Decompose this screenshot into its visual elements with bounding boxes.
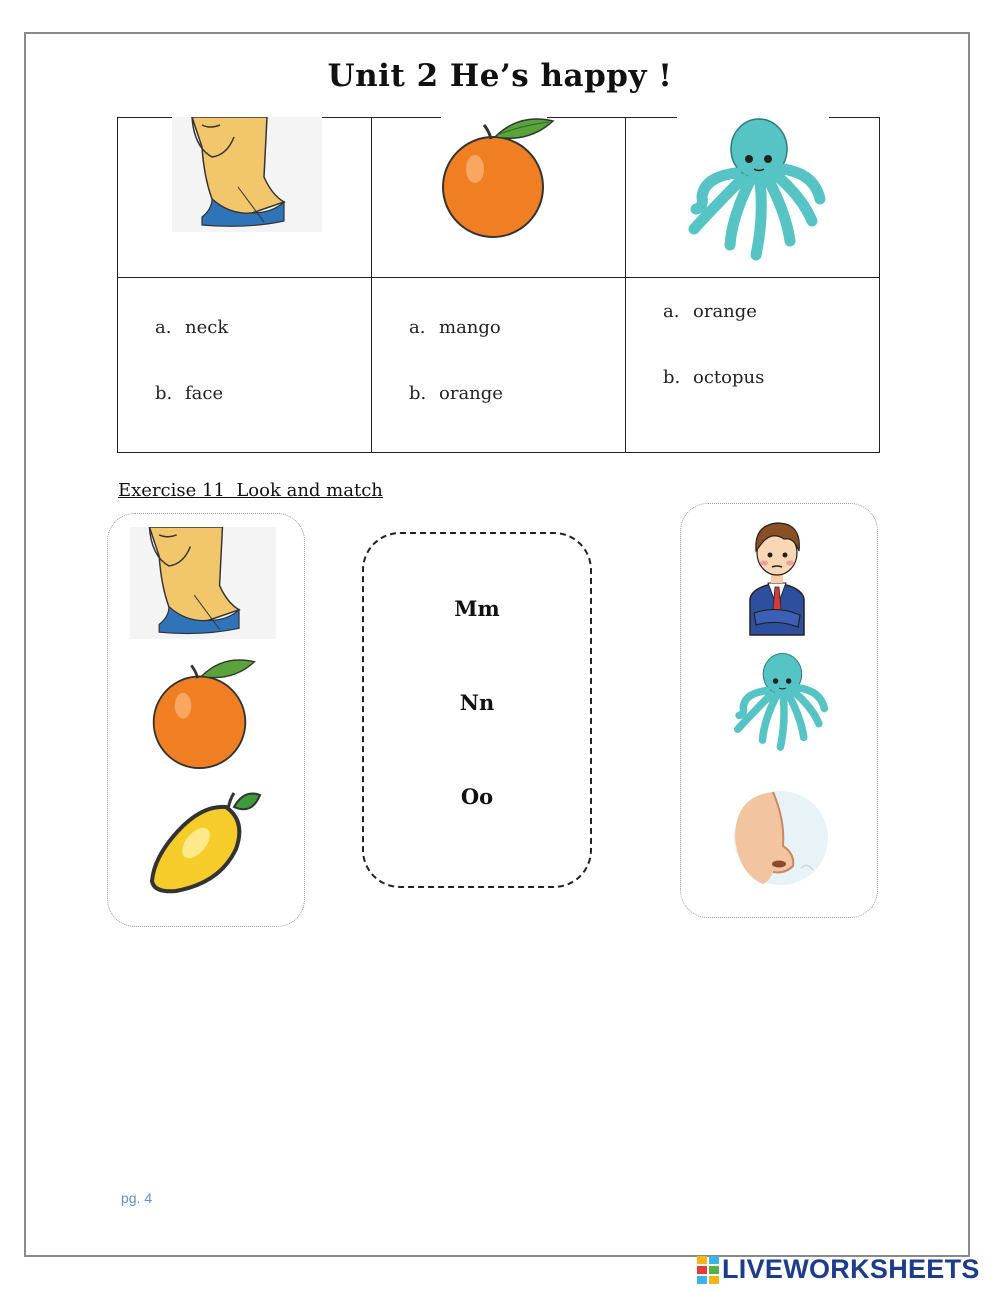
- exercise-heading: Exercise 11 Look and match: [118, 480, 383, 501]
- page-number: pg. 4: [121, 1190, 153, 1206]
- option-word: octopus: [693, 367, 765, 388]
- table-row-divider: [117, 277, 880, 278]
- orange-picture: [439, 117, 559, 239]
- letters-box: [362, 532, 592, 888]
- octopus-picture: [674, 117, 834, 262]
- option-letter: a.: [155, 317, 172, 338]
- option-letter: b.: [409, 383, 427, 404]
- brand-name: LIVEWORKSHEETS: [722, 1254, 980, 1284]
- orange-picture[interactable]: [150, 658, 260, 770]
- option-a[interactable]: [155, 317, 228, 338]
- option-a[interactable]: [663, 301, 757, 322]
- option-word: mango: [439, 317, 501, 338]
- option-b[interactable]: [663, 367, 764, 388]
- table-divider-2: [625, 117, 626, 453]
- option-word: face: [185, 383, 224, 404]
- page-title: Unit 2 He’s happy !: [327, 58, 673, 94]
- table-border-top-segment: [829, 117, 880, 118]
- neck-picture[interactable]: [128, 527, 278, 639]
- man-picture[interactable]: [744, 517, 810, 637]
- letter-o[interactable]: Oo: [460, 784, 494, 809]
- liveworksheets-logo-icon: [697, 1256, 719, 1284]
- table-border-bottom: [117, 452, 880, 453]
- table-border-top-segment: [117, 117, 172, 118]
- option-letter: b.: [663, 367, 681, 388]
- letter-n[interactable]: Nn: [459, 690, 495, 715]
- neck-picture: [172, 117, 322, 232]
- option-word: orange: [693, 301, 757, 322]
- table-border-left: [117, 117, 118, 453]
- letter-m[interactable]: Mm: [454, 596, 500, 621]
- option-word: neck: [185, 317, 229, 338]
- table-border-right: [879, 117, 880, 453]
- brand-logo[interactable]: [697, 1254, 980, 1285]
- picture-quiz-table: [117, 117, 880, 453]
- mango-picture[interactable]: [148, 787, 262, 897]
- option-word: orange: [439, 383, 503, 404]
- table-border-top-segment: [317, 117, 441, 118]
- option-b[interactable]: [155, 383, 223, 404]
- option-letter: b.: [155, 383, 173, 404]
- octopus-picture[interactable]: [724, 652, 834, 752]
- table-divider-1: [371, 117, 372, 453]
- option-letter: a.: [409, 317, 426, 338]
- option-letter: a.: [663, 301, 680, 322]
- option-b[interactable]: [409, 383, 503, 404]
- nose-picture[interactable]: [733, 790, 829, 886]
- table-border-top-segment: [547, 117, 677, 118]
- option-a[interactable]: [409, 317, 501, 338]
